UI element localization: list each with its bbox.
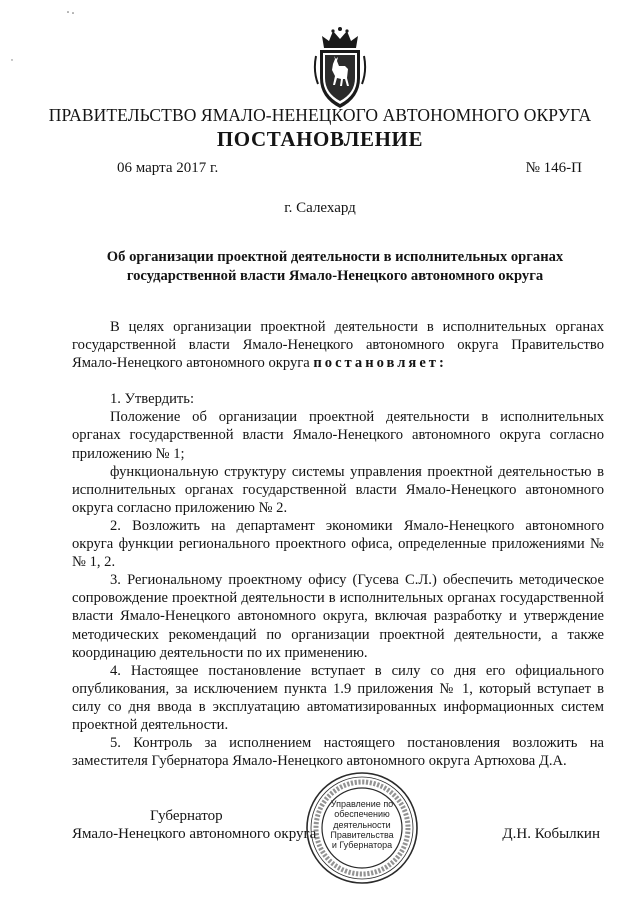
document-type: ПОСТАНОВЛЕНИЕ: [216, 127, 424, 151]
title-line-2: государственной власти Ямало-Ненецкого автономного округа: [126, 268, 544, 284]
item-1-a: Положение об организации проектной деятельности в исполнительных органах государственной власти Ямало-Ненецкого автономного округа согласно приложению № 1;: [72, 409, 604, 462]
document-title: [70, 248, 600, 286]
stamp-line-4: Правительства: [330, 829, 394, 840]
stamp-line-5: и Губернатора: [331, 840, 393, 851]
preamble-action: постановляет:: [313, 355, 447, 372]
signer-name: Д.Н. Кобылкин: [502, 826, 600, 842]
government-name: ПРАВИТЕЛЬСТВО ЯМАЛО-НЕНЕЦКОГО АВТОНОМНОГО ОКРУГА: [48, 105, 592, 125]
document-date: 06 марта 2017 г.: [117, 160, 219, 176]
document-city: г. Салехард: [284, 200, 356, 216]
item-3: 3. Региональному проектному офису (Гусева С.Л.) обеспечить методическое сопровождение проектной деятельности в исполнительных органах государственной власти Ямало-Ненецкого автономного округа, включая разработку и утверждение методических рекомендаций по организации проектной деятельности, а также координацию деятельности по их применению.: [72, 572, 604, 661]
signer-position-line-2: Ямало-Ненецкого автономного округа: [72, 826, 317, 842]
document-number: № 146-П: [525, 160, 582, 176]
document-body: [72, 318, 604, 770]
stamp-line-2: обеспечению: [334, 809, 390, 820]
signer-position-line-1: Губернатор: [150, 808, 223, 824]
item-1-header: 1. Утвердить:: [110, 391, 195, 408]
preamble-paragraph: [72, 318, 604, 372]
yamal-coat-of-arms-icon: [312, 26, 368, 112]
item-2: 2. Возложить на департамент экономики Ямало-Ненецкого автономного округа функции регионального проектного офиса, определенные приложениями №№ 1, 2.: [72, 517, 604, 571]
title-line-1: Об организации проектной деятельности в исполнительных органах: [106, 249, 564, 265]
item-1-b: функциональную структуру системы управления проектной деятельностью в исполнительных органах государственной власти Ямало-Ненецкого автономного округа согласно приложению № 2.: [72, 463, 604, 516]
preamble-text: В целях организации проектной деятельности в исполнительных органах государственной власти Ямало-Ненецкого автономного округа Правительство Ямало-Ненецкого автономного округа: [72, 319, 604, 372]
item-4: 4. Настоящее постановление вступает в силу со дня его официального опубликования, за исключением пункта 1.9 приложения № 1, который вступает в силу со дня ввода в эксплуатацию автоматизированных информационных систем проектной деятельности.: [72, 662, 604, 733]
paragraph-gap: [72, 372, 604, 390]
item-5: 5. Контроль за исполнением настоящего постановления возложить на заместителя Губернатора Ямало-Ненецкого автономного округа Артюхова Д.А.: [72, 735, 604, 770]
stamp-line-1: Управление по: [330, 799, 394, 809]
stamp-line-3: деятельности: [333, 819, 391, 830]
stamp-inner-text: [318, 799, 406, 850]
